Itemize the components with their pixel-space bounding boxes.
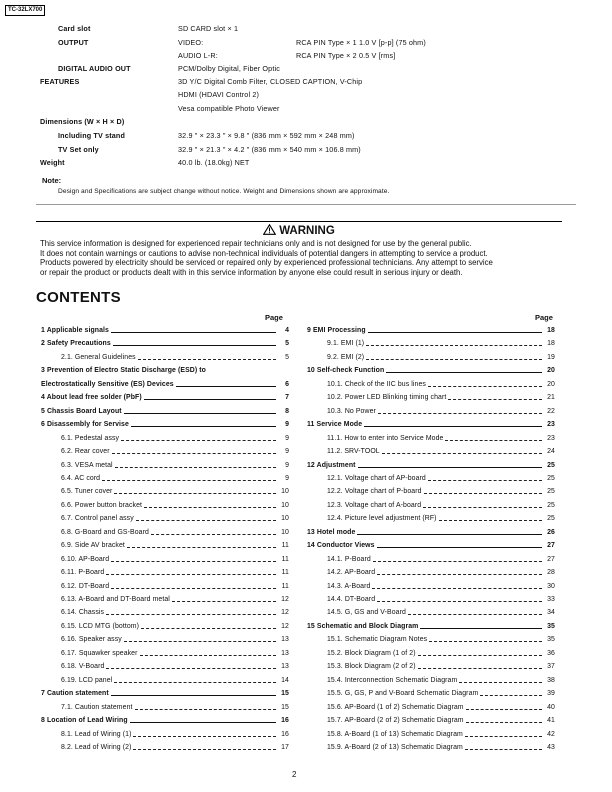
toc-entry[interactable]: [41, 620, 289, 631]
toc-entry[interactable]: [41, 378, 289, 389]
toc-leader: [130, 722, 276, 723]
toc-entry-page: 27: [547, 555, 555, 563]
toc-entry[interactable]: [41, 364, 289, 375]
warning-heading: [40, 224, 558, 239]
toc-entry-title: 2.1. General Guidelines: [41, 353, 138, 362]
toc-entry[interactable]: [307, 499, 555, 510]
toc-entry-page: 23: [547, 421, 555, 429]
toc-entry[interactable]: [41, 472, 289, 483]
toc-entry[interactable]: [41, 580, 289, 591]
spec-value-tv-set-only: 32.9 " × 21.3 " × 4.2 " (836 mm × 540 mm × 106.8 mm): [178, 145, 361, 154]
toc-entry-page: 24: [547, 448, 555, 456]
toc-leader: [121, 440, 276, 441]
toc-entry[interactable]: [41, 714, 289, 725]
toc-entry-page: 33: [547, 596, 555, 603]
spec-value-including-stand: 32.9 " × 23.3 " × 9.8 " (836 mm × 592 mm × 248 mm): [178, 131, 355, 140]
toc-entry[interactable]: [307, 418, 555, 429]
toc-entry-page: 21: [547, 394, 555, 402]
toc-entry[interactable]: [41, 593, 289, 604]
toc-entry-title: 8.2. Lead of Wiring (2): [41, 743, 133, 752]
toc-leader: [378, 413, 542, 414]
toc-entry[interactable]: [307, 674, 555, 685]
toc-leader: [115, 467, 276, 468]
toc-entry-page: 42: [547, 730, 555, 738]
toc-entry-page: 9: [285, 421, 289, 429]
toc-entry-page: 16: [281, 717, 289, 725]
toc-entry[interactable]: [41, 405, 289, 416]
warning-line-2: It does not contain warnings or cautions to advise non-technical individuals of potential dangers in attempting to service a product.: [40, 248, 488, 258]
toc-entry-title: 9.1. EMI (1): [307, 339, 366, 348]
toc-entry-title: 14.4. DT-Board: [307, 595, 377, 604]
spec-features-line-2: HDMI (HDAVI Control 2): [178, 90, 260, 99]
toc-leader: [377, 601, 542, 602]
toc-entry-title: 6.6. Power button bracket: [41, 501, 144, 510]
toc-leader: [135, 709, 276, 710]
toc-leader: [423, 507, 542, 508]
toc-leader: [373, 561, 542, 562]
toc-entry[interactable]: [41, 512, 289, 523]
toc-entry[interactable]: [41, 324, 289, 335]
model-tag: TC-32LX700: [5, 5, 45, 16]
toc-entry-title: 6.15. LCD MTG (bottom): [41, 622, 141, 631]
toc-entry-title: 15.4. Interconnection Schematic Diagram: [307, 676, 459, 685]
toc-entry-page: 30: [547, 582, 555, 590]
spec-value-weight: 40.0 lb. (18.0kg) NET: [178, 158, 250, 167]
toc-entry-title: 15.7. AP-Board (2 of 2) Schematic Diagram: [307, 716, 466, 725]
toc-entry-title: 15.6. AP-Board (1 of 2) Schematic Diagram: [307, 703, 466, 712]
toc-entry-page: 19: [547, 353, 555, 361]
toc-leader: [459, 682, 542, 683]
toc-entry-page: 25: [547, 461, 555, 469]
toc-entry-title: 6.2. Rear cover: [41, 447, 112, 456]
toc-entry[interactable]: [307, 432, 555, 443]
toc-entry-page: 10: [281, 501, 289, 509]
toc-leader: [366, 345, 542, 346]
toc-leader: [429, 641, 542, 642]
toc-entry-title: 12.3. Voltage chart of A-board: [307, 501, 423, 510]
toc-entry[interactable]: [41, 432, 289, 443]
toc-entry-title: 11 Service Mode: [307, 421, 363, 429]
toc-leader: [124, 641, 276, 642]
toc-entry-page: 10: [281, 488, 289, 496]
warning-line-4: or repair the product or products dealt with in this service information by anyone else could result in serious injury or death.: [40, 267, 463, 277]
toc-entry[interactable]: [307, 324, 555, 335]
toc-entry-title: 6.5. Tuner cover: [41, 487, 114, 496]
toc-entry[interactable]: [41, 459, 289, 470]
toc-entry[interactable]: [307, 364, 555, 375]
toc-entry-page: 25: [547, 501, 555, 509]
divider: [36, 204, 576, 205]
toc-entry[interactable]: [307, 405, 555, 416]
spec-label-output: OUTPUT: [58, 38, 89, 47]
toc-leader: [418, 668, 542, 669]
toc-entry-title: 6.1. Pedestal assy: [41, 434, 121, 443]
toc-entry[interactable]: [41, 499, 289, 510]
toc-entry-page: 12: [281, 622, 289, 630]
toc-entry[interactable]: [41, 351, 289, 362]
toc-entry-title: 9.2. EMI (2): [307, 353, 366, 362]
toc-leader: [368, 332, 542, 333]
toc-entry-title: 15.3. Block Diagram (2 of 2): [307, 662, 418, 671]
toc-entry[interactable]: [307, 351, 555, 362]
spec-label-including-stand: Including TV stand: [58, 131, 125, 140]
toc-entry-page: 25: [547, 474, 555, 482]
toc-entry[interactable]: [307, 647, 555, 658]
toc-leader: [141, 628, 276, 629]
toc-entry-page: 15: [281, 690, 289, 698]
toc-entry[interactable]: [307, 687, 555, 698]
spec-features-line-3: Vesa compatible Photo Viewer: [178, 104, 280, 113]
spec-output-video-label: VIDEO:: [178, 38, 204, 47]
toc-leader: [465, 736, 542, 737]
toc-leader: [424, 493, 542, 494]
toc-leader: [144, 399, 276, 400]
toc-entry-page: 23: [547, 434, 555, 442]
toc-entry-page: 4: [285, 327, 289, 334]
toc-entry-page: 38: [547, 676, 555, 684]
toc-entry-title: 8.1. Lead of Wiring (1): [41, 730, 133, 739]
toc-entry-page: 37: [547, 663, 555, 671]
toc-entry-title: 6.11. P-Board: [41, 568, 106, 577]
spec-output-audio-label: AUDIO L-R:: [178, 51, 218, 60]
toc-entry-page: 11: [281, 569, 289, 577]
toc-entry[interactable]: [41, 647, 289, 658]
toc-entry-title: 6.9. Side AV bracket: [41, 541, 127, 550]
toc-entry-page: 18: [547, 340, 555, 348]
toc-leader: [131, 426, 276, 427]
toc-entry-title: 6.17. Squawker speaker: [41, 649, 140, 658]
toc-entry-title: 12 Adjustment: [307, 461, 356, 469]
toc-entry-title: 12.2. Voltage chart of P-board: [307, 487, 424, 496]
toc-entry-title: 15.8. A-Board (1 of 13) Schematic Diagram: [307, 730, 465, 739]
note-title: Note:: [42, 176, 62, 185]
spec-features-line-1: 3D Y/C Digital Comb Filter, CLOSED CAPTION, V-Chip: [178, 77, 363, 86]
toc-leader: [420, 628, 542, 629]
toc-entry-page: 43: [547, 743, 555, 751]
toc-leader: [428, 480, 542, 481]
toc-entry-page: 34: [547, 609, 555, 617]
toc-entry-title: 8 Location of Lead Wiring: [41, 717, 128, 725]
spec-label-features: FEATURES: [40, 77, 80, 86]
toc-leader: [377, 574, 542, 575]
warning-line-1: This service information is designed for experienced repair technicians only and is not designed for use by the general public.: [40, 239, 472, 248]
toc-leader: [114, 493, 276, 494]
spec-value-digital-audio-out: PCM/Dolby Digital, Fiber Optic: [178, 64, 280, 73]
toc-entry-page: 41: [547, 717, 555, 725]
toc-entry[interactable]: [307, 620, 555, 631]
toc-entry[interactable]: [307, 553, 555, 564]
toc-entry-page: 11: [281, 555, 289, 563]
toc-entry-page: 8: [285, 407, 289, 415]
toc-entry[interactable]: [307, 472, 555, 483]
toc-entry[interactable]: [41, 445, 289, 456]
toc-entry-page: 9: [285, 448, 289, 456]
toc-entry-title: 6.14. Chassis: [41, 608, 106, 617]
warning-title: WARNING: [279, 225, 335, 237]
contents-title: CONTENTS: [36, 289, 121, 306]
toc-entry-title: 6.8. G-Board and GS-Board: [41, 528, 151, 537]
toc-leader: [102, 480, 276, 481]
toc-leader: [445, 440, 542, 441]
toc-entry-page: 9: [285, 474, 289, 482]
toc-entry-title: 14.1. P-Board: [307, 555, 373, 564]
toc-entry-title: 6 Disassembly for Servise: [41, 421, 129, 429]
toc-entry[interactable]: [41, 660, 289, 671]
toc-entry-page: 16: [281, 730, 289, 738]
page-number: 2: [292, 770, 297, 779]
toc-entry[interactable]: [41, 539, 289, 550]
toc-entry-page: 17: [281, 743, 289, 751]
toc-entry-page: 36: [547, 649, 555, 657]
toc-entry-title: 9 EMI Processing: [307, 327, 366, 334]
toc-entry-title: 7.1. Caution statement: [41, 703, 135, 712]
toc-entry-page: 5: [285, 340, 289, 348]
spec-label-tv-set-only: TV Set only: [58, 145, 99, 154]
toc-entry[interactable]: [307, 378, 555, 389]
toc-entry-title: 15.5. G, GS, P and V-Board Schematic Diagram: [307, 689, 480, 698]
toc-leader: [480, 695, 542, 696]
toc-entry-page: 35: [547, 636, 555, 644]
toc-leader: [140, 655, 276, 656]
toc-leader: [124, 413, 276, 414]
toc-entry-page: 20: [547, 380, 555, 388]
toc-leader: [144, 507, 276, 508]
toc-entry-title: 10.2. Power LED Blinking timing chart: [307, 393, 448, 402]
toc-leader: [106, 668, 276, 669]
toc-entry-title: 12.1. Voltage chart of AP-board: [307, 474, 428, 483]
toc-entry-title: 6.7. Control panel assy: [41, 514, 136, 523]
toc-entry[interactable]: [41, 553, 289, 564]
toc-leader: [448, 399, 542, 400]
toc-entry[interactable]: [41, 337, 289, 348]
toc-leader: [428, 386, 542, 387]
toc-leader: [466, 709, 542, 710]
toc-entry-title: 15.1. Schematic Diagram Notes: [307, 635, 429, 644]
note-text: Design and Specifications are subject change without notice. Weight and Dimensions shown are approximate.: [58, 188, 390, 195]
toc-entry[interactable]: [307, 566, 555, 577]
toc-entry[interactable]: [307, 459, 555, 470]
toc-leader: [127, 547, 276, 548]
toc-entry-title: 5 Chassis Board Layout: [41, 407, 122, 415]
toc-leader: [465, 749, 542, 750]
toc-entry[interactable]: [41, 391, 289, 402]
toc-leader: [418, 655, 542, 656]
toc-entry-title: 14.5. G, GS and V-Board: [307, 608, 408, 617]
toc-entry[interactable]: [307, 633, 555, 644]
toc-entry-title: 14.3. A-Board: [307, 582, 372, 591]
toc-leader: [106, 574, 276, 575]
toc-entry[interactable]: [307, 539, 555, 550]
toc-entry-page: 18: [547, 327, 555, 334]
toc-entry-title: 3 Prevention of Electro Static Discharge (ESD) to: [41, 367, 206, 375]
toc-entry-title: 11.2. SRV-TOOL: [307, 447, 382, 456]
toc-entry[interactable]: [307, 714, 555, 725]
toc-entry-title: 6.10. AP-Board: [41, 555, 111, 564]
spec-output-video-value: RCA PIN Type × 1 1.0 V [p-p] (75 ohm): [296, 38, 426, 47]
toc-entry-title: 1 Applicable signals: [41, 327, 109, 334]
warning-line-3: Products powered by electricity should be serviced or repaired only by experienced professional technicians. Any attempt to service: [40, 258, 493, 268]
toc-entry-title: 6.13. A-Board and DT-Board metal: [41, 595, 172, 604]
toc-leader: [382, 453, 542, 454]
toc-leader: [176, 386, 276, 387]
toc-entry[interactable]: [41, 741, 289, 752]
toc-entry-title: 15 Schematic and Block Diagram: [307, 622, 419, 630]
toc-entry-title: 11.1. How to enter into Service Mode: [307, 434, 445, 443]
toc-entry-title: 6.3. VESA metal: [41, 461, 115, 470]
toc-leader: [113, 345, 276, 346]
toc-entry-page: 13: [281, 663, 289, 671]
toc-leader: [357, 534, 542, 535]
toc-entry-title: 7 Caution statement: [41, 690, 109, 698]
page-column-header-right: Page: [535, 313, 553, 322]
toc-entry-page: 26: [547, 528, 555, 536]
toc-entry-page: 12: [281, 596, 289, 603]
toc-entry-page: 28: [547, 569, 555, 577]
toc-leader: [111, 695, 276, 696]
specifications-block: [0, 0, 612, 175]
toc-leader: [114, 682, 276, 683]
toc-entry-title: 2 Safety Precautions: [41, 340, 111, 348]
toc-entry-page: 39: [547, 690, 555, 698]
toc-entry-title: Electrostatically Sensitive (ES) Devices: [41, 380, 174, 388]
toc-entry[interactable]: [307, 606, 555, 617]
toc-entry[interactable]: [307, 391, 555, 402]
toc-entry[interactable]: [307, 580, 555, 591]
toc-entry-title: 14 Conductor Views: [307, 542, 375, 550]
warning-triangle-icon: [263, 224, 276, 239]
toc-entry-title: 12.4. Picture level adjustment (RF): [307, 514, 439, 523]
toc-entry[interactable]: [41, 418, 289, 429]
toc-entry-title: 15.2. Block Diagram (1 of 2): [307, 649, 418, 658]
toc-leader: [151, 534, 276, 535]
toc-leader: [386, 372, 542, 373]
toc-entry[interactable]: [41, 526, 289, 537]
spec-output-audio-value: RCA PIN Type × 2 0.5 V [rms]: [296, 51, 396, 60]
toc-entry[interactable]: [307, 728, 555, 739]
toc-entry-title: 6.18. V-Board: [41, 662, 106, 671]
toc-entry-page: 22: [547, 407, 555, 415]
toc-leader: [133, 749, 276, 750]
toc-entry-title: 15.9. A-Board (2 of 13) Schematic Diagram: [307, 743, 465, 752]
toc-entry[interactable]: [307, 445, 555, 456]
toc-leader: [111, 588, 276, 589]
toc-entry[interactable]: [307, 526, 555, 537]
spec-label-weight: Weight: [40, 158, 65, 167]
toc-leader: [112, 453, 276, 454]
toc-entry-page: 9: [285, 461, 289, 469]
toc-entry[interactable]: [41, 728, 289, 739]
toc-entry[interactable]: [307, 593, 555, 604]
toc-leader: [466, 722, 542, 723]
toc-entry-page: 27: [547, 542, 555, 550]
toc-entry-page: 7: [285, 394, 289, 402]
toc-leader: [133, 736, 276, 737]
toc-entry-title: 4 About lead free solder (PbF): [41, 394, 142, 402]
toc-entry-page: 6: [285, 380, 289, 388]
toc-entry-title: 10.3. No Power: [307, 407, 378, 416]
toc-entry[interactable]: [307, 485, 555, 496]
toc-entry-title: 13 Hotel mode: [307, 528, 356, 536]
toc-entry-title: 10 Self-check Function: [307, 367, 385, 375]
toc-entry[interactable]: [41, 687, 289, 698]
toc-leader: [377, 547, 542, 548]
toc-entry[interactable]: [307, 741, 555, 752]
page-column-header-left: Page: [265, 313, 283, 322]
toc-entry[interactable]: [41, 566, 289, 577]
toc-leader: [364, 426, 542, 427]
toc-leader: [372, 588, 542, 589]
toc-entry[interactable]: [307, 512, 555, 523]
toc-entry-title: 6.16. Speaker assy: [41, 635, 124, 644]
toc-leader: [439, 520, 542, 521]
toc-right-column: [307, 324, 555, 764]
toc-left-column: [41, 324, 289, 764]
toc-entry-page: 25: [547, 488, 555, 496]
toc-entry-page: 15: [281, 703, 289, 711]
toc-entry-page: 10: [281, 528, 289, 536]
toc-entry-page: 25: [547, 515, 555, 523]
toc-entry[interactable]: [307, 660, 555, 671]
toc-entry[interactable]: [41, 674, 289, 685]
toc-entry-title: 10.1. Check of the IIC bus lines: [307, 380, 428, 389]
toc-leader: [106, 614, 276, 615]
toc-leader: [111, 561, 276, 562]
toc-entry-page: 40: [547, 703, 555, 711]
spec-label-dimensions: Dimensions (W × H × D): [40, 117, 125, 126]
toc-entry-page: 20: [547, 367, 555, 375]
toc-entry-page: 13: [281, 636, 289, 644]
toc-entry[interactable]: [307, 337, 555, 348]
toc-entry-title: 6.4. AC cord: [41, 474, 102, 483]
toc-entry-page: 11: [281, 582, 289, 590]
toc-leader: [366, 359, 542, 360]
toc-entry-page: 35: [547, 622, 555, 630]
toc-entry-page: 14: [281, 676, 289, 684]
warning-box: [36, 221, 562, 287]
spec-label-card-slot: Card slot: [58, 24, 91, 33]
toc-entry-page: 10: [281, 515, 289, 523]
toc-entry[interactable]: [41, 701, 289, 712]
toc-entry[interactable]: [41, 485, 289, 496]
toc-leader: [111, 332, 276, 333]
toc-leader: [358, 467, 542, 468]
toc-entry-title: 6.12. DT-Board: [41, 582, 111, 591]
toc-entry-page: 11: [281, 542, 289, 550]
toc-leader: [136, 520, 276, 521]
toc-leader: [138, 359, 276, 360]
spec-value-card-slot: SD CARD slot × 1: [178, 24, 239, 33]
toc-entry[interactable]: [41, 606, 289, 617]
toc-entry[interactable]: [41, 633, 289, 644]
toc-entry-title: 6.19. LCD panel: [41, 676, 114, 685]
toc-entry-page: 12: [281, 609, 289, 617]
toc-entry[interactable]: [307, 701, 555, 712]
toc-leader: [172, 601, 276, 602]
spec-label-digital-audio-out: DIGITAL AUDIO OUT: [58, 64, 131, 73]
toc-entry-page: 13: [281, 649, 289, 657]
toc-entry-title: 14.2. AP-Board: [307, 568, 377, 577]
toc-leader: [408, 614, 542, 615]
toc-entry-page: 5: [285, 353, 289, 361]
toc-entry-page: 9: [285, 434, 289, 442]
